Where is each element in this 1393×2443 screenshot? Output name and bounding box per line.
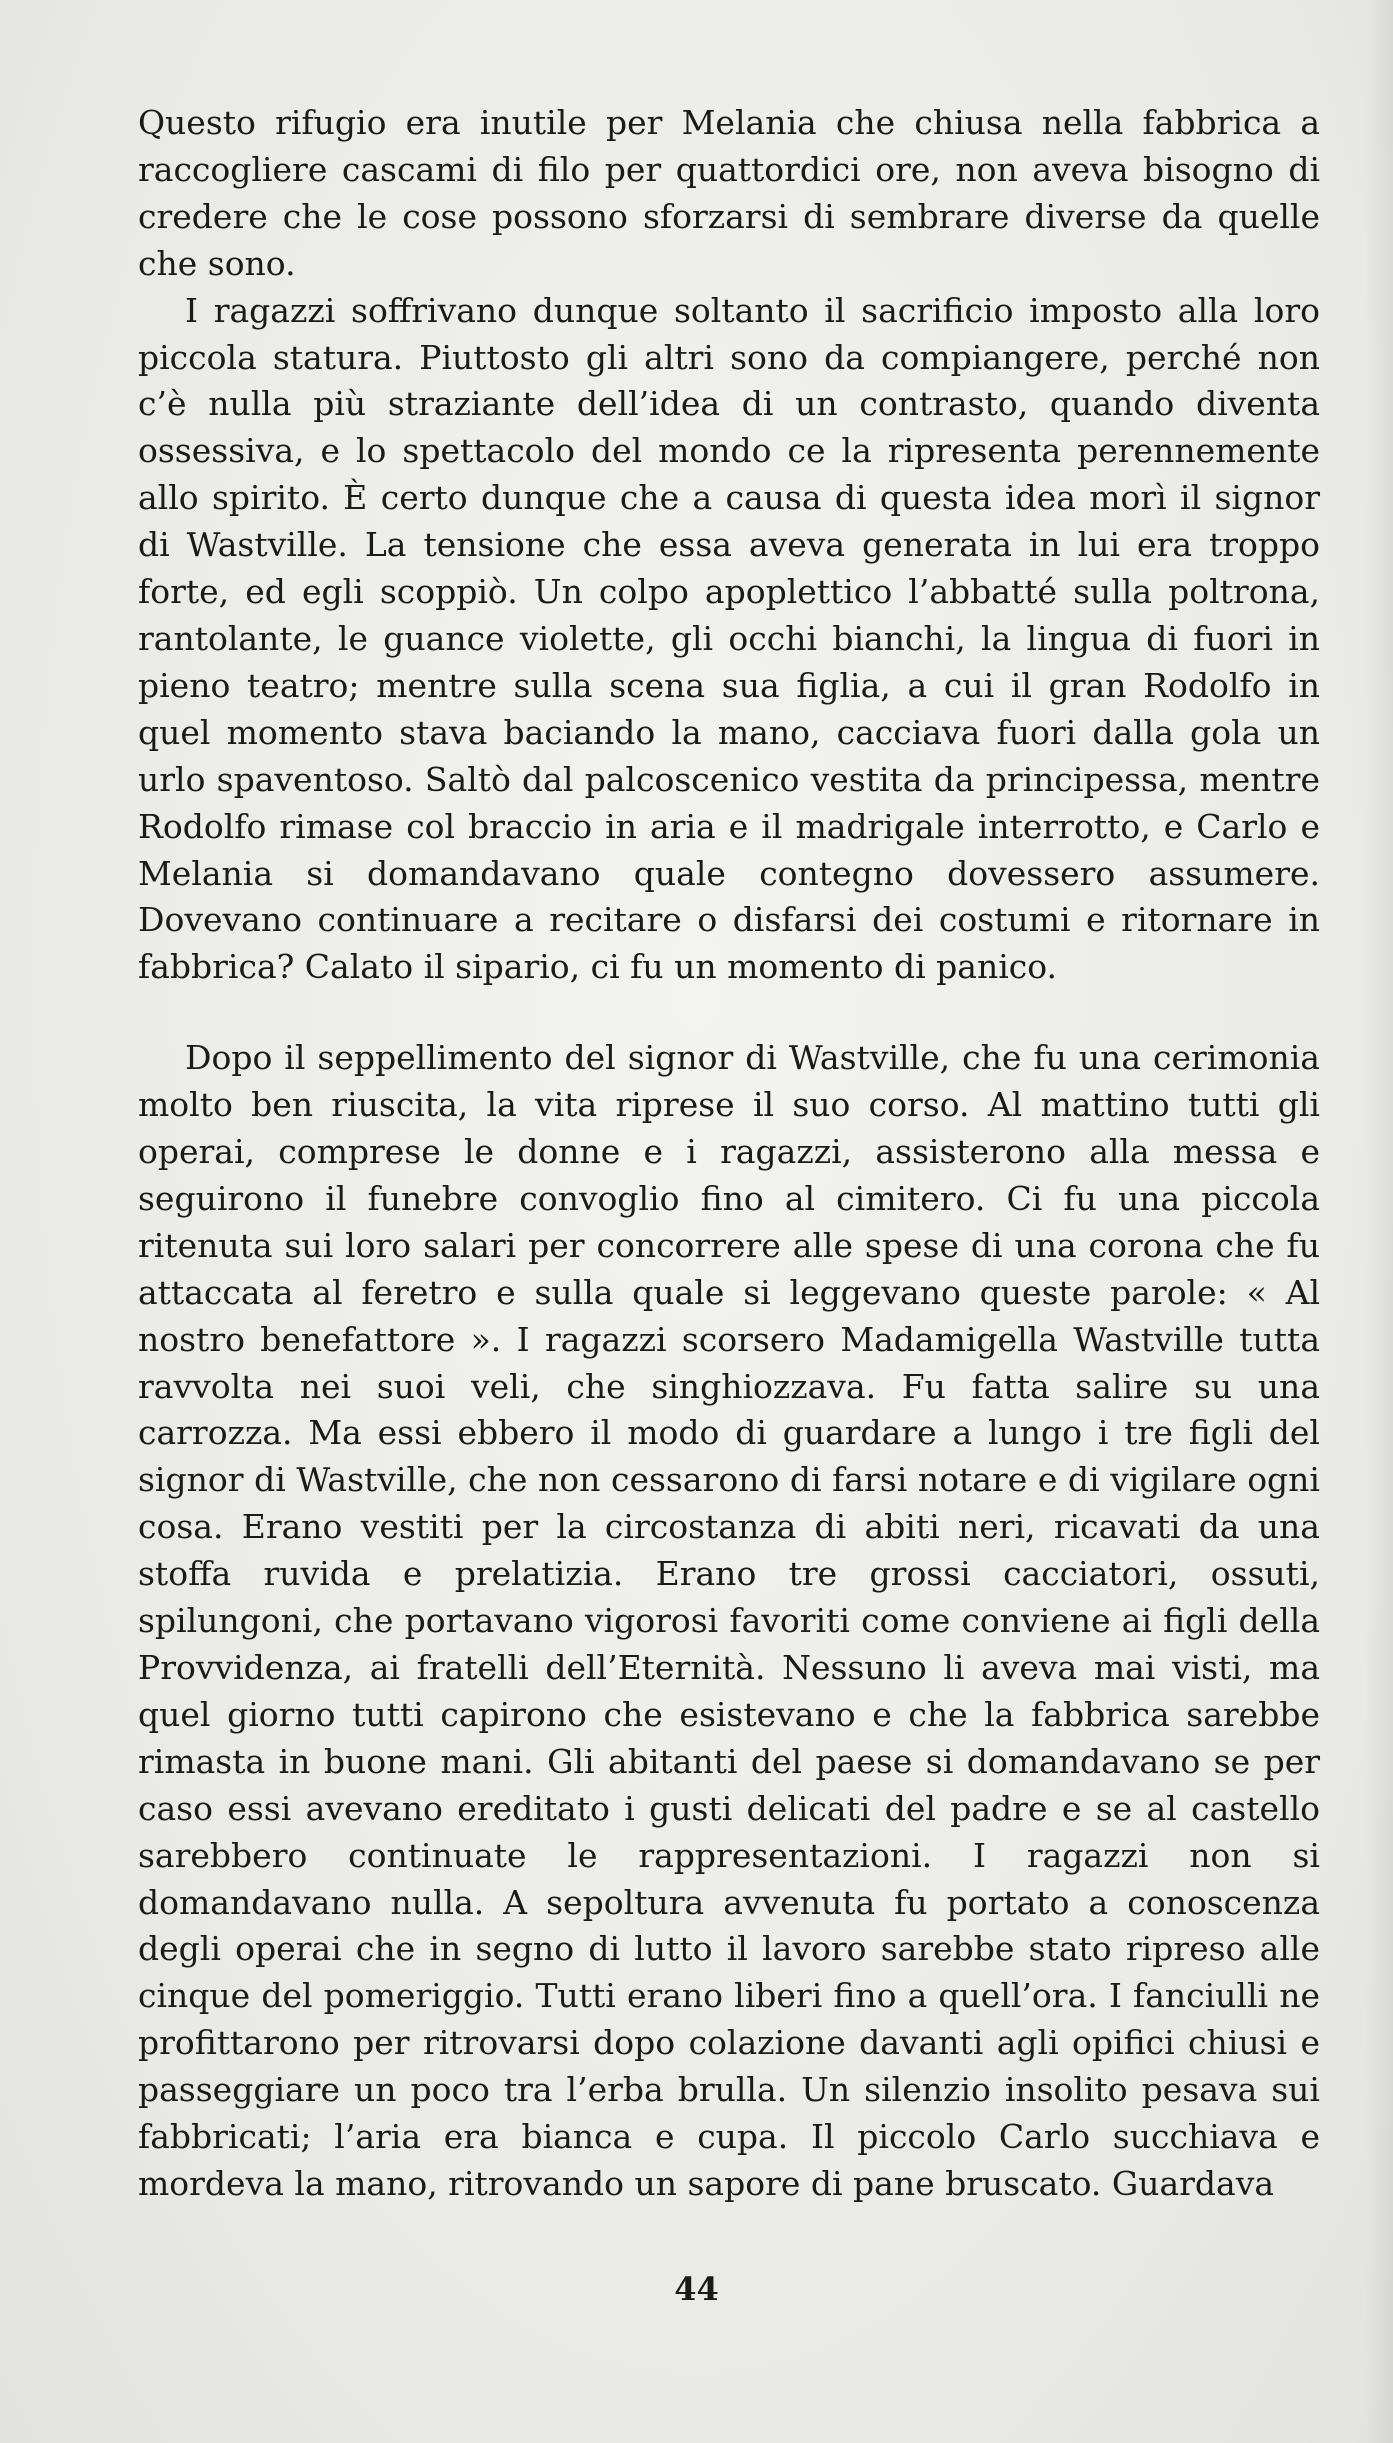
paragraph-2: I ragazzi soffrivano dunque soltanto il sacrificio imposto alla loro piccola statura. Piuttosto gli altri sono da compiangere, perché non c’è nulla più straziante dell’idea di un contrasto, quando diventa ossessiva, e lo spettacolo del mondo ce la ripresenta perennemente allo spirito. È certo dunque che a causa di questa idea morì il signor di Wastville. La tensione che essa aveva generata in lui era troppo forte, ed egli scoppiò. Un colpo apoplettico l’abbatté sulla poltrona, rantolante, le guance violette, gli occhi bianchi, la lingua di fuori in pieno teatro; mentre sulla scena sua figlia, a cui il gran Rodolfo in quel momento stava baciando la mano, cacciava fuori dalla gola un urlo spaventoso. Saltò dal palcoscenico vestita da principessa, mentre Rodolfo rimase col braccio in aria e il madrigale interrotto, e Carlo e Melania si domandavano quale contegno dovessero assumere. Dovevano continuare a recitare o disfarsi dei costumi e ritornare in fabbrica? Calato il sipario, ci fu un momento di panico. xyxy=(138,290,1320,987)
page-number: 44 xyxy=(674,2270,719,2308)
paragraph-1: Questo rifugio era inutile per Melania che chiusa nella fabbrica a raccogliere cascami di filo per quattordici ore, non aveva bisogno di credere che le cose possono sforzarsi di sembrare diverse da quelle che sono. xyxy=(138,103,1320,283)
page-edge-shadow xyxy=(1365,0,1393,2443)
section-break xyxy=(138,991,1320,1035)
page-body xyxy=(138,100,1320,2208)
paragraph-3: Dopo il seppellimento del signor di Wastville, che fu una cerimonia molto ben riuscita, la vita riprese il suo corso. Al mattino tutti gli operai, comprese le donne e i ragazzi, assisterono alla messa e seguirono il funebre convoglio fino al cimitero. Ci fu una piccola ritenuta sui loro salari per concorrere alle spese di una corona che fu attaccata al feretro e sulla quale si leggevano queste parole: « Al nostro benefattore ». I ragazzi scorsero Madamigella Wastville tutta ravvolta nei suoi veli, che singhiozzava. Fu fatta salire su una carrozza. Ma essi ebbero il modo di guardare a lungo i tre figli del signor di Wastville, che non cessarono di farsi notare e di vigilare ogni cosa. Erano vestiti per la circostanza di abiti neri, ricavati da una stoffa ruvida e prelatizia. Erano tre grossi cacciatori, ossuti, spilungoni, che portavano vigorosi favoriti come conviene ai figli della Provvidenza, ai fratelli dell’Eternità. Nessuno li aveva mai visti, ma quel giorno tutti capirono che esistevano e che la fabbrica sarebbe rimasta in buone mani. Gli abitanti del paese si domandavano se per caso essi avevano ereditato i gusti delicati del padre e se al castello sarebbero continuate le rappresentazioni. I ragazzi non si domandavano nulla. A sepoltura avvenuta fu portato a conoscenza degli operai che in segno di lutto il lavoro sarebbe stato ripreso alle cinque del pomeriggio. Tutti erano liberi fino a quell’ora. I fanciulli ne profittarono per ritrovarsi dopo colazione davanti agli opifici chiusi e passeggiare un poco tra l’erba brulla. Un silenzio insolito pesava sui fabbricati; l’aria era bianca e cupa. Il piccolo Carlo succhiava e mordeva la mano, ritrovando un sapore di pane bruscato. Guardava xyxy=(138,1038,1320,2203)
